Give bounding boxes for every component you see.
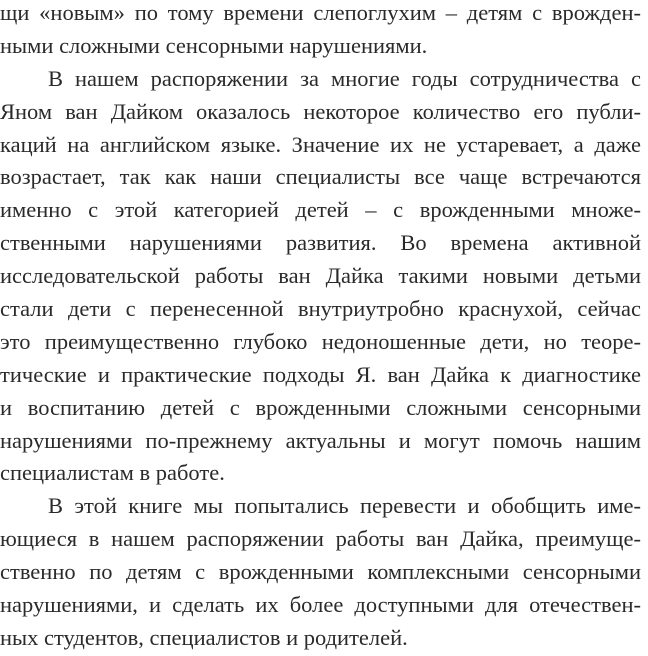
text-line: именно с этой категорией детей – с врожденными множе- [0, 197, 641, 223]
text-line: каций на английском языке. Значение их не устаревает, а даже [0, 131, 641, 157]
text-line: нарушениями по-прежнему актуальны и могут помочь нашим [0, 427, 641, 453]
text-line: специалистам в работе. [0, 460, 225, 486]
text-line: ными сложными сенсорными нарушениями. [0, 32, 428, 58]
text-line: это преимущественно глубоко недоношенные дети, но теоре- [0, 328, 641, 354]
text-line: ственными нарушениями развития. Во времена активной [0, 230, 641, 256]
text-line: В нашем распоряжении за многие годы сотрудничества с [48, 65, 641, 91]
text-line: ных студентов, специалистов и родителей. [0, 624, 408, 650]
text-line: и воспитанию детей с врожденными сложными сенсорными [0, 394, 641, 420]
text-line: щи «новым» по тому времени слепоглухим – детям с врожден- [0, 0, 641, 25]
text-line: возрастает, так как наши специалисты все чаще встречаются [0, 164, 641, 190]
text-line: ственно по детям с врожденными комплексными сенсорными [0, 559, 641, 585]
text-line: нарушениями, и сделать их более доступными для отечествен- [0, 592, 641, 618]
text-line: тические и практические подходы Я. ван Дайка к диагностике [0, 361, 641, 387]
text-line: В этой книге мы попытались перевести и обобщить име- [48, 493, 641, 519]
text-line: исследовательской работы ван Дайка такими новыми детьми [0, 263, 641, 289]
text-line: стали дети с перенесенной внутриутробно краснухой, сейчас [0, 296, 641, 322]
text-line: ющиеся в нашем распоряжении работы ван Дайка, преимуще- [0, 526, 641, 552]
text-line: Яном ван Дайком оказалось некоторое количество его публи- [0, 98, 641, 124]
